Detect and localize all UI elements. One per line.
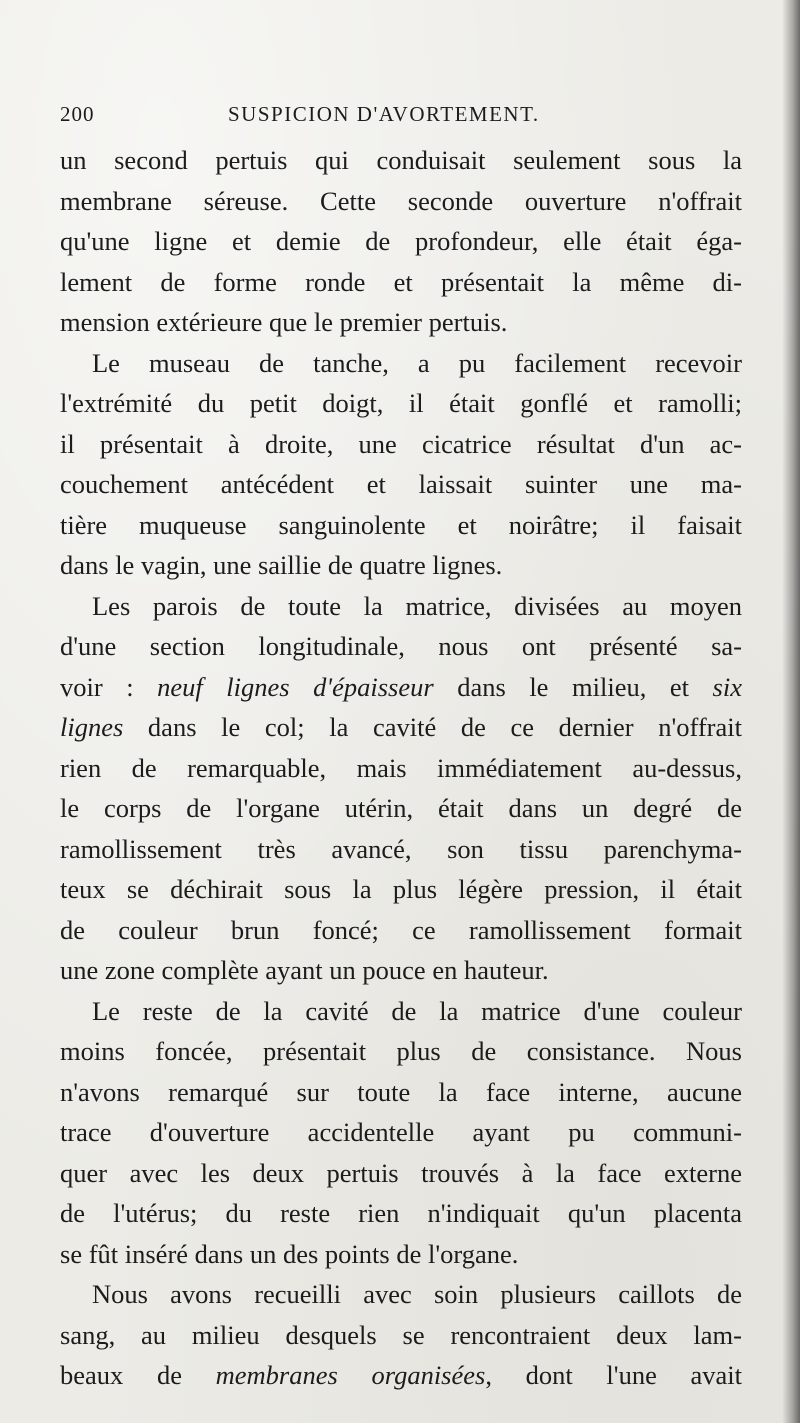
- text-roman: , dont l'une avait: [485, 1360, 743, 1390]
- page-edge-shadow: [782, 0, 800, 1423]
- text-line: trace d'ouverture accidentelle ayant pu communi-: [60, 1117, 742, 1147]
- text-line: couchement antécédent et laissait suinter une ma-: [60, 469, 742, 499]
- text-line: se fût inséré dans un des points de l'organe.: [60, 1238, 519, 1269]
- text-line-mixed: [60, 707, 742, 748]
- text-line: mension extérieure que le premier pertuis.: [60, 307, 508, 337]
- text-roman: voir :: [60, 671, 158, 702]
- text-line: ramollissement très avancé, son tissu parenchyma-: [60, 833, 742, 864]
- text-line: un second pertuis qui conduisait seulement sous la: [60, 145, 742, 175]
- text-line: tière muqueuse sanguinolente et noirâtre; il faisait: [60, 509, 742, 540]
- text-line: n'avons remarqué sur toute la face interne, aucune: [60, 1076, 742, 1107]
- text-line: rien de remarquable, mais immédiatement au-dessus,: [60, 752, 742, 783]
- page-number: 200: [60, 102, 95, 126]
- text-roman: dans le milieu, et: [433, 671, 713, 702]
- page-body-text: [60, 140, 742, 1396]
- page-header: [60, 98, 740, 134]
- text-line-mixed: [60, 1355, 742, 1396]
- text-line: Le reste de la cavité de la matrice d'une couleur: [92, 995, 742, 1026]
- text-line-mixed: [60, 667, 742, 708]
- text-line: de l'utérus; du reste rien n'indiquait qu'un placenta: [60, 1198, 742, 1228]
- text-line: Le museau de tanche, a pu facilement recevoir: [92, 347, 742, 378]
- text-italic: lignes: [60, 712, 124, 742]
- text-line: qu'une ligne et demie de profondeur, elle était éga-: [60, 226, 742, 256]
- text-line: teux se déchirait sous la plus légère pression, il était: [60, 874, 742, 904]
- text-roman: beaux de: [60, 1360, 216, 1390]
- text-roman: dans le col; la cavité de ce dernier n'offrait: [123, 712, 742, 742]
- text-line: dans le vagin, une saillie de quatre lignes.: [60, 550, 503, 580]
- text-line: Les parois de toute la matrice, divisées au moyen: [92, 590, 742, 621]
- text-italic: neuf lignes d'épaisseur: [157, 671, 434, 702]
- text-italic: membranes organisées: [215, 1360, 486, 1390]
- text-line: membrane séreuse. Cette seconde ouverture n'offrait: [60, 185, 742, 216]
- text-line: moins foncée, présentait plus de consistance. Nous: [60, 1036, 742, 1066]
- text-italic: six: [712, 671, 742, 702]
- text-line: quer avec les deux pertuis trouvés à la face externe: [60, 1157, 742, 1188]
- text-line: lement de forme ronde et présentait la même di-: [60, 266, 742, 297]
- text-line: une zone complète ayant un pouce en hauteur.: [60, 955, 549, 985]
- text-line: Nous avons recueilli avec soin plusieurs caillots de: [92, 1279, 742, 1309]
- text-line: il présentait à droite, une cicatrice résultat d'un ac-: [60, 428, 742, 459]
- text-line: l'extrémité du petit doigt, il était gonflé et ramolli;: [60, 388, 742, 418]
- text-line: le corps de l'organe utérin, était dans un degré de: [60, 793, 742, 823]
- text-line: de couleur brun foncé; ce ramollissement formait: [60, 914, 742, 945]
- text-line: sang, au milieu desquels se rencontraient deux lam-: [60, 1319, 742, 1350]
- running-head: SUSPICION D'AVORTEMENT.: [228, 102, 540, 126]
- text-line: d'une section longitudinale, nous ont présenté sa-: [60, 631, 742, 661]
